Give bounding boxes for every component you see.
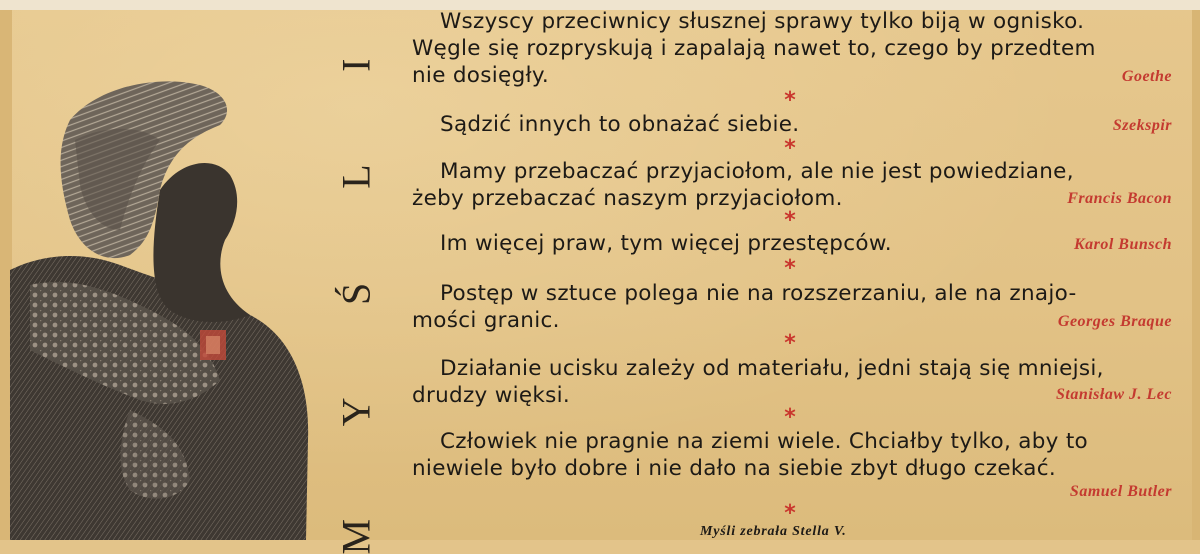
separator-star: * bbox=[784, 331, 796, 356]
quote-line: Wszyscy przeciwnicy słusznej sprawy tylko biją w ognisko. bbox=[440, 9, 1085, 34]
quote-item bbox=[412, 355, 1172, 409]
separator-star: * bbox=[784, 256, 796, 281]
quote-author: Karol Bunsch bbox=[1073, 236, 1172, 253]
quote-item bbox=[412, 428, 1172, 500]
separator-star: * bbox=[784, 208, 796, 233]
quote-author: Goethe bbox=[1121, 68, 1172, 85]
quote-item bbox=[412, 230, 1172, 257]
quote-line: Działanie ucisku zależy od materiału, jedni stają się mniejsi, bbox=[440, 356, 1104, 381]
compiler-credit: Myśli zebrała Stella V. bbox=[700, 524, 847, 539]
quote-author: Szekspir bbox=[1112, 117, 1172, 134]
quote-author: Samuel Butler bbox=[1069, 483, 1172, 500]
vertical-title bbox=[333, 16, 379, 554]
quote-author: Georges Braque bbox=[1057, 313, 1172, 330]
separator-star: * bbox=[784, 88, 796, 113]
quote-line: żeby przebaczać naszym przyjaciołom. bbox=[412, 186, 843, 211]
quote-line: niewiele było dobre i nie dało na siebie zbyt długo czekać. bbox=[412, 456, 1056, 481]
quote-line: Sądzić innych to obnażać siebie. bbox=[440, 112, 800, 137]
separator-star: * bbox=[784, 136, 796, 161]
quote-item bbox=[412, 8, 1172, 89]
quote-line: Im więcej praw, tym więcej przestępców. bbox=[440, 231, 892, 256]
quote-line: mości granic. bbox=[412, 308, 560, 333]
woman-portrait-illustration bbox=[10, 80, 310, 540]
title-text: M Y Ś L I bbox=[333, 16, 379, 554]
quote-item bbox=[412, 158, 1172, 212]
paper-right-edge bbox=[1192, 10, 1200, 540]
quote-line: nie dosięgły. bbox=[412, 63, 550, 88]
quote-line: Postęp w sztuce polega nie na rozszerzaniu, ale na znajo- bbox=[440, 281, 1077, 306]
quote-line: Człowiek nie pragnie na ziemi wiele. Chciałby tylko, aby to bbox=[440, 429, 1089, 454]
quote-line: Mamy przebaczać przyjaciołom, ale nie jest powiedziane, bbox=[440, 159, 1074, 184]
quote-line: drudzy więksi. bbox=[412, 383, 571, 408]
quote-item bbox=[412, 280, 1172, 334]
quote-author: Francis Bacon bbox=[1067, 190, 1172, 207]
quote-item bbox=[412, 111, 1172, 138]
quote-author: Stanisław J. Lec bbox=[1055, 386, 1172, 403]
quote-line: Węgle się rozpryskują i zapalają nawet to, czego by przedtem bbox=[412, 36, 1096, 61]
separator-star: * bbox=[784, 501, 796, 526]
separator-star: * bbox=[784, 405, 796, 430]
